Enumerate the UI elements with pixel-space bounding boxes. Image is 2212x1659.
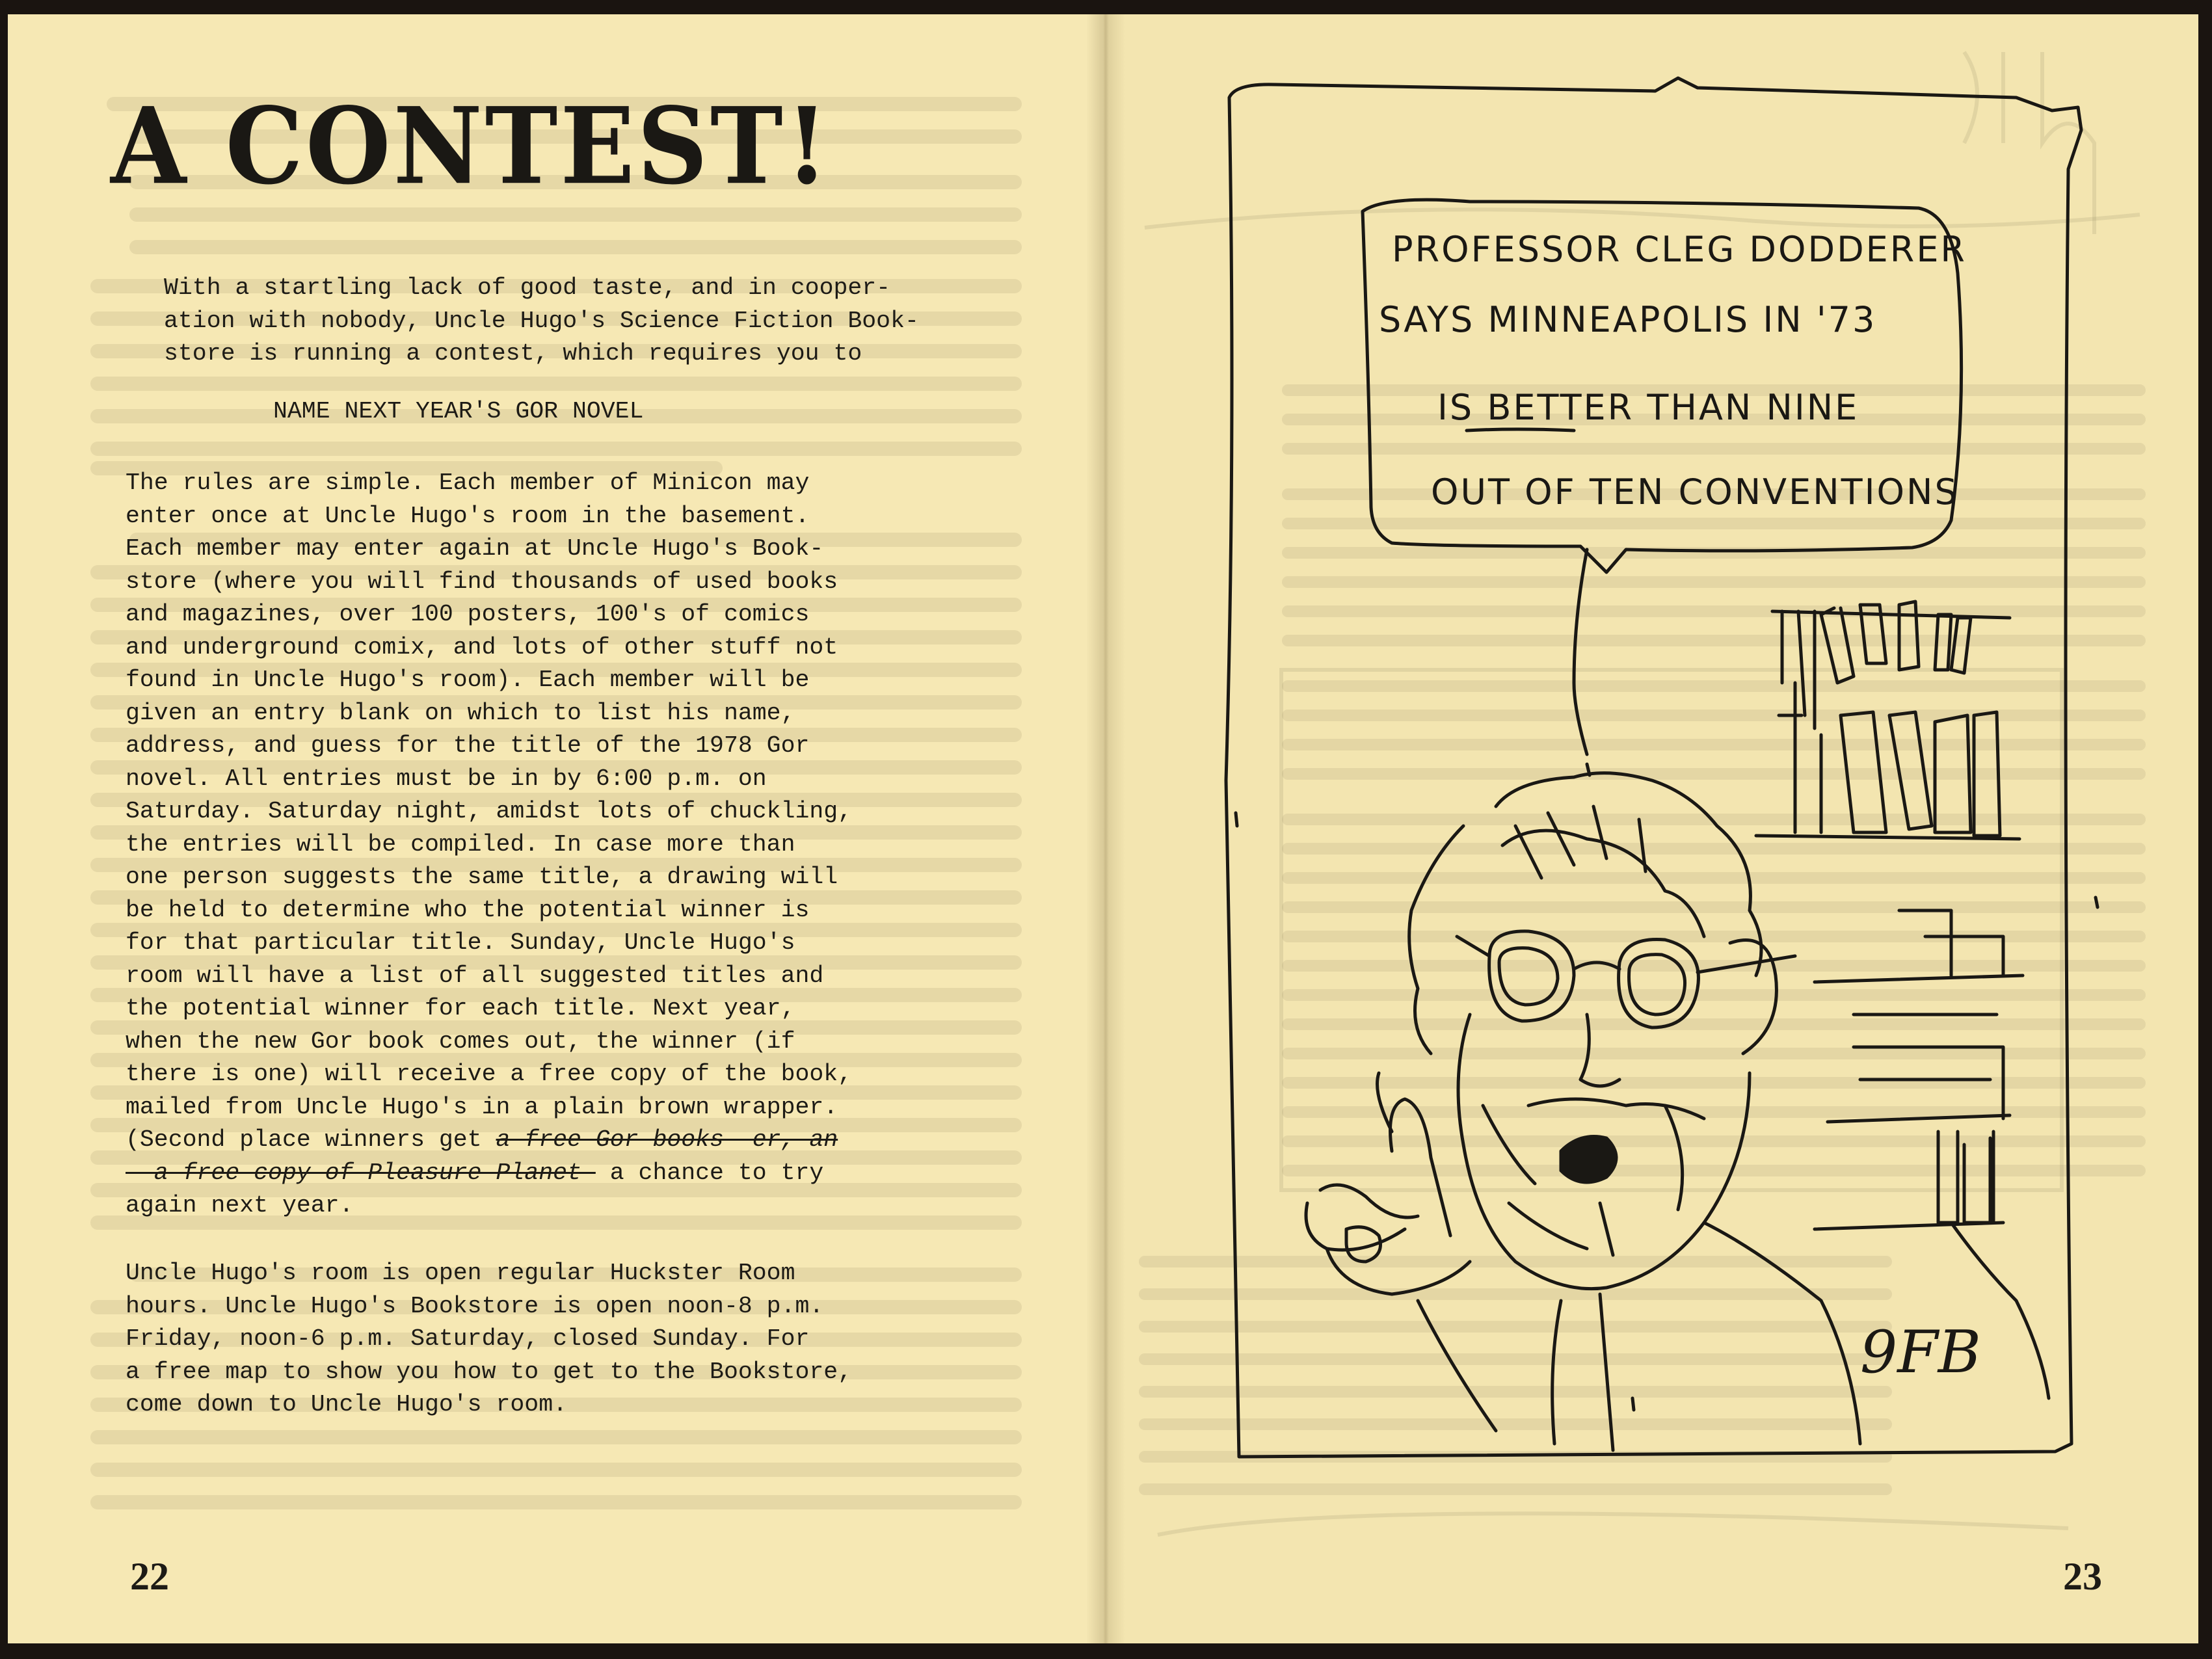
rules-line: Each member may enter again at Uncle Hugo's Book- xyxy=(126,535,824,562)
second-place-prefix: (Second place winners get xyxy=(126,1126,496,1153)
rules-line: mailed from Uncle Hugo's in a plain brown wrapper. xyxy=(126,1093,838,1121)
rules-line: address, and guess for the title of the 1978 Gor xyxy=(126,732,810,759)
rules-line: there is one) will receive a free copy of the book, xyxy=(126,1061,853,1087)
rules-line: the potential winner for each title. Next year, xyxy=(126,995,795,1022)
rules-line: Saturday. Saturday night, amidst lots of chuckling, xyxy=(126,798,853,825)
rules-line: room will have a list of all suggested titles and xyxy=(126,962,824,989)
rules-line: novel. All entries must be in by 6:00 p.m. on xyxy=(126,765,767,792)
rules-line: given an entry blank on which to list his name, xyxy=(126,699,795,726)
page-number-left: 22 xyxy=(130,1555,169,1598)
rules-line: one person suggests the same title, a drawing will xyxy=(126,864,838,890)
rules-line: enter once at Uncle Hugo's room in the basement. xyxy=(126,502,810,529)
intro-line: With a startling lack of good taste, and in cooper- xyxy=(164,274,891,301)
speech-line: IS BETTER THAN NINE xyxy=(1437,387,1859,428)
rules-line: store (where you will find thousands of used books xyxy=(126,568,838,595)
hours-line: a free map to show you how to get to the Bookstore, xyxy=(126,1358,853,1385)
hours-line: come down to Uncle Hugo's room. xyxy=(126,1391,568,1418)
struck-out-text: - a free copy of Pleasure Planet- xyxy=(126,1159,596,1186)
page-number-right: 23 xyxy=(2063,1555,2102,1598)
rules-line: The rules are simple. Each member of Minicon may xyxy=(126,470,810,496)
rules-line: be held to determine who the potential winner is xyxy=(126,896,810,923)
rules-line: when the new Gor book comes out, the winner (if xyxy=(126,1028,795,1055)
rules-line: and magazines, over 100 posters, 100's of comics xyxy=(126,601,810,628)
rules-line: the entries will be compiled. In case more than xyxy=(126,830,795,858)
speech-text xyxy=(1379,229,1967,512)
second-place-end: again next year. xyxy=(126,1192,354,1219)
rules-line: and underground comix, and lots of other stuff not xyxy=(126,633,838,661)
hours-line: Friday, noon-6 p.m. Saturday, closed Sunday. For xyxy=(126,1325,810,1352)
second-place-suffix: a chance to try xyxy=(595,1159,824,1186)
hours-line: Uncle Hugo's room is open regular Huckster Room xyxy=(126,1260,795,1286)
intro-line: ation with nobody, Uncle Hugo's Science Fiction Book- xyxy=(164,307,919,334)
intro-line: store is running a contest, which requires you to xyxy=(164,340,862,367)
contest-title: A CONTEST! xyxy=(111,85,831,209)
artist-signature: 9FB xyxy=(1860,1318,1981,1387)
contest-name: NAME NEXT YEAR'S GOR NOVEL xyxy=(273,398,644,425)
hours-line: hours. Uncle Hugo's Bookstore is open noon-8 p.m. xyxy=(126,1292,824,1320)
speech-line: PROFESSOR CLEG DODDERER xyxy=(1392,229,1967,270)
speech-line: OUT OF TEN CONVENTIONS xyxy=(1431,471,1959,512)
speech-line: SAYS MINNEAPOLIS IN '73 xyxy=(1379,299,1877,340)
struck-out-text: a free Gor books -er, an xyxy=(496,1126,838,1153)
rules-line: found in Uncle Hugo's room). Each member will be xyxy=(126,667,810,693)
rules-line: for that particular title. Sunday, Uncle Hugo's xyxy=(126,929,795,956)
